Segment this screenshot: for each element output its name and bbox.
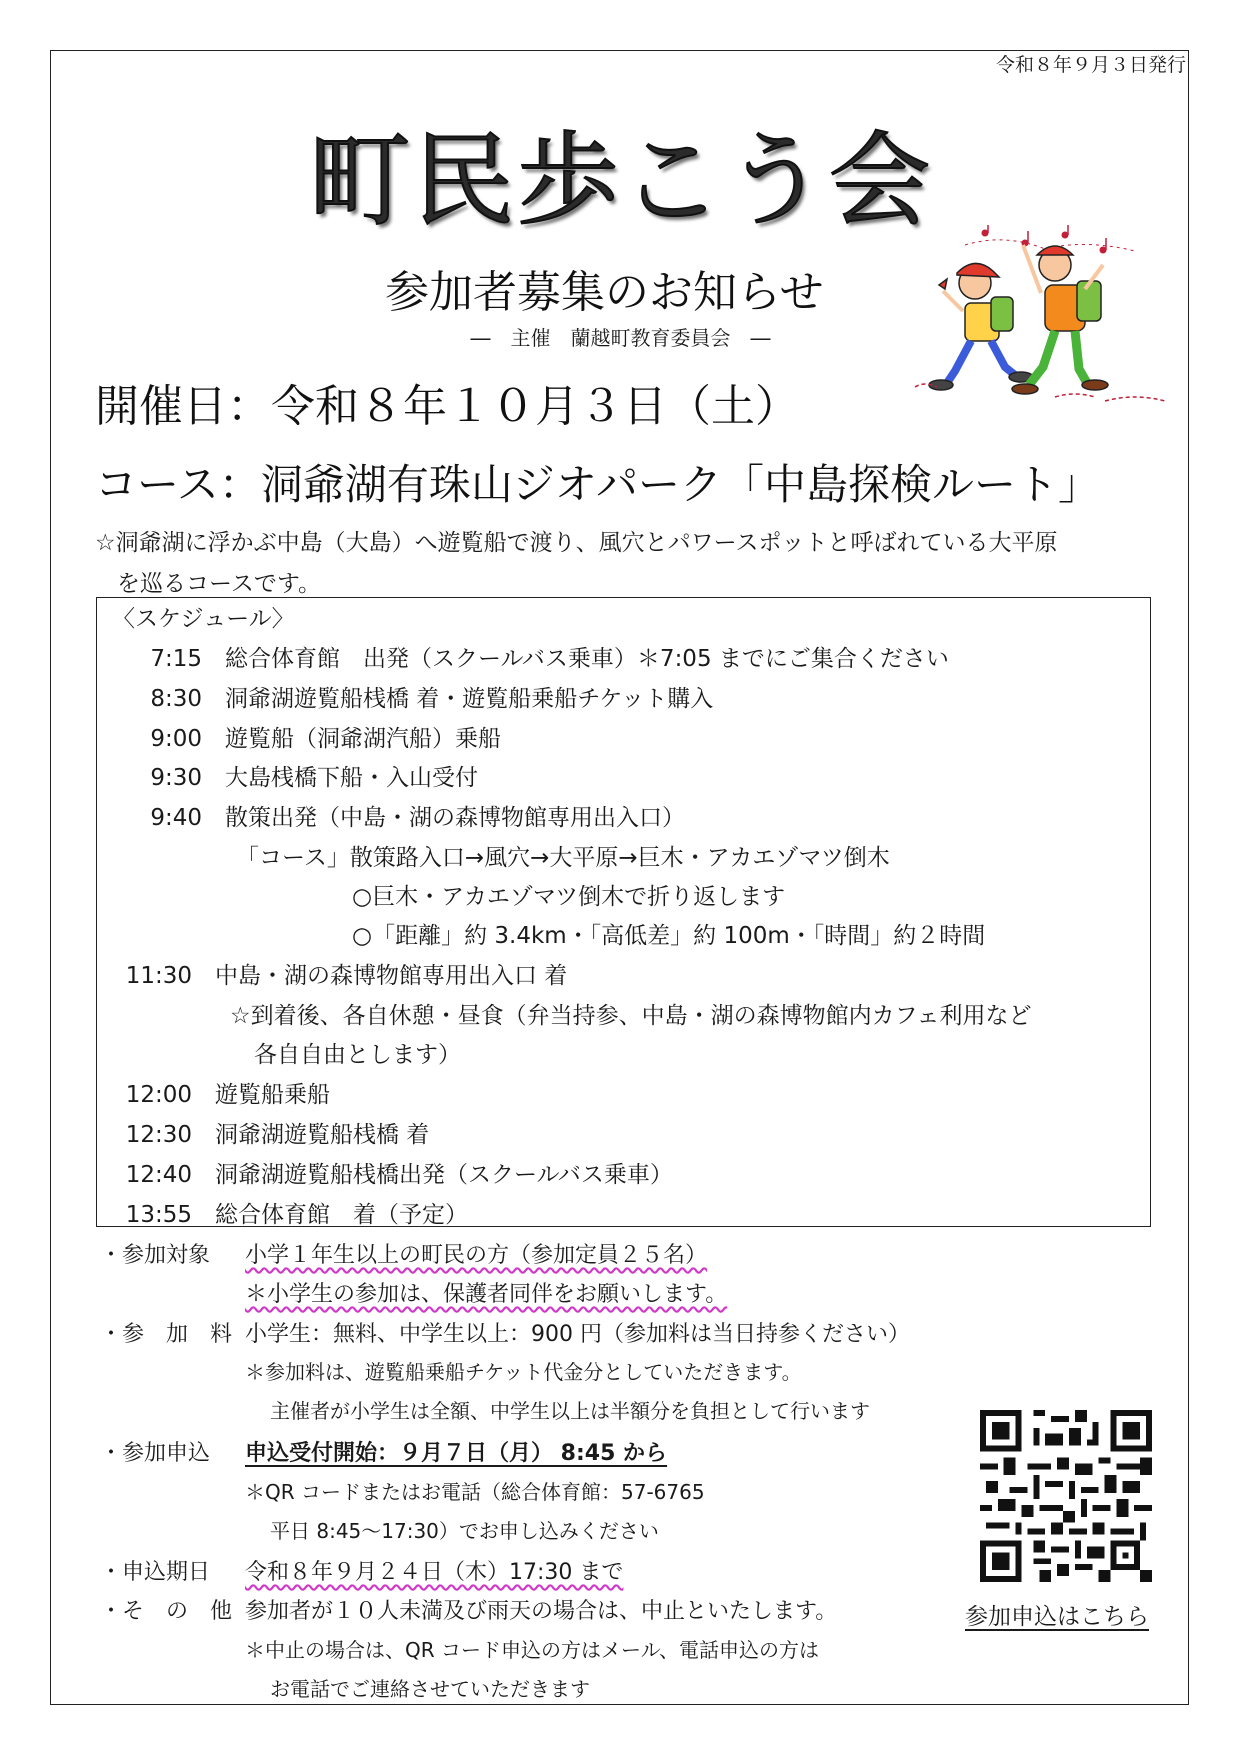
description-line-1: ☆洞爺湖に浮かぶ中島（大島）へ遊覧船で渡り、風穴とパワースポットと呼ばれている大平原 (95, 530, 1058, 556)
fee-note: ＊参加料は、遊覧船乗船チケット代金分としていただきます。 (245, 1360, 802, 1384)
schedule-time: 7:15 (150, 646, 202, 672)
event-date: 開催日：令和８年１０月３日（土） (95, 381, 799, 432)
target-label: ・参加対象 (100, 1243, 211, 1268)
deadline-label: ・申込期日 (100, 1560, 211, 1585)
subtitle: 参加者募集のお知らせ (385, 267, 824, 318)
schedule-row (120, 1196, 468, 1229)
course-title: コース：洞爺湖有珠山ジオパーク「中島探検ルート」 (95, 460, 1101, 509)
course-description (95, 523, 1175, 605)
apply-note: ＊QR コードまたはお電話（総合体育館：57-6765 (245, 1480, 705, 1504)
schedule-row (120, 957, 567, 990)
schedule-text: 散策出発（中島・湖の森博物館専用出入口） (225, 805, 685, 831)
schedule-text: 総合体育館 着（予定） (215, 1202, 468, 1228)
other-note: お電話でご連絡させていただきます (270, 1677, 590, 1701)
schedule-text: 中島・湖の森博物館専用出入口 着 (215, 963, 568, 989)
page-title: 町民歩こう会 (308, 122, 933, 241)
schedule-row (130, 680, 713, 713)
schedule-time: 13:55 (125, 1202, 192, 1228)
schedule-row (130, 799, 685, 832)
schedule-text: 遊覧船乗船 (215, 1082, 330, 1108)
schedule-time: 9:30 (150, 765, 202, 791)
target-value: 小学１年生以上の町民の方（参加定員２５名） (245, 1243, 708, 1268)
hikers-illustration (905, 225, 1190, 410)
issue-date: 令和８年９月３日発行 (995, 54, 1186, 76)
arrival-note: ☆到着後、各自休憩・昼食（弁当持参、中島・湖の森博物館内カフェ利用など (230, 1003, 1032, 1029)
schedule-row (130, 640, 949, 673)
schedule-text: 遊覧船（洞爺湖汽船）乗船 (225, 726, 501, 752)
schedule-time: 12:40 (125, 1162, 192, 1188)
schedule-row (130, 759, 478, 792)
other-value: 参加者が１０人未満及び雨天の場合は、中止といたします。 (245, 1599, 838, 1624)
fee-label: ・参 加 料 (100, 1322, 233, 1347)
qr-caption-link[interactable]: 参加申込はこちら (965, 1604, 1149, 1630)
fee-value: 小学生：無料、中学生以上：900 円（参加料は当日持参ください） (245, 1322, 910, 1347)
schedule-row (120, 1116, 429, 1149)
schedule-time: 9:40 (150, 805, 202, 831)
schedule-text: 洞爺湖遊覧船桟橋 着 (215, 1122, 430, 1148)
schedule-text: 大島桟橋下船・入山受付 (225, 765, 478, 791)
hiker-right (1012, 245, 1108, 394)
deadline-value: 令和８年９月２４日（木）17:30 まで (245, 1560, 624, 1585)
arrival-note: 各自自由とします） (254, 1042, 461, 1068)
schedule-text: 洞爺湖遊覧船桟橋 着・遊覧船乗船チケット購入 (225, 686, 714, 712)
schedule-text: 総合体育館 出発（スクールバス乗車）＊7:05 までにご集合ください (225, 646, 949, 672)
description-line-2: を巡るコースです。 (117, 571, 322, 597)
apply-note: 平日 8:45～17:30）でお申し込みください (270, 1519, 659, 1543)
other-note: ＊中止の場合は、QR コード申込の方はメール、電話申込の方は (245, 1638, 819, 1662)
other-label: ・そ の 他 (100, 1599, 233, 1624)
schedule-time: 11:30 (125, 963, 192, 989)
schedule-row (120, 1076, 330, 1109)
schedule-row (130, 720, 501, 753)
apply-label: ・参加申込 (100, 1441, 211, 1466)
fee-note: 主催者が小学生は全額、中学生以上は半額分を負担として行います (270, 1399, 870, 1423)
apply-value: 申込受付開始：９月７日（月） 8:45 から (245, 1441, 668, 1466)
target-note: ＊小学生の参加は、保護者同伴をお願いします。 (245, 1282, 728, 1307)
schedule-row (120, 1156, 673, 1189)
hiker-left (929, 263, 1033, 390)
course-note: ○「距離」約 3.4km・「高低差」約 100m・「時間」約２時間 (352, 923, 986, 949)
course-note: ○巨木・アカエゾマツ倒木で折り返します (352, 884, 786, 910)
schedule-text: 洞爺湖遊覧船桟橋出発（スクールバス乗車） (215, 1162, 673, 1188)
organizer: ― 主催 蘭越町教育委員会 ― (470, 326, 771, 350)
schedule-time: 12:00 (125, 1082, 192, 1108)
schedule-time: 9:00 (150, 726, 202, 752)
schedule-time: 8:30 (150, 686, 202, 712)
schedule-heading: 〈スケジュール〉 (112, 606, 295, 632)
course-route: 「コース」散策路入口→風穴→大平原→巨木・アカエゾマツ倒木 (236, 845, 890, 871)
qr-code-icon[interactable] (980, 1410, 1152, 1582)
schedule-time: 12:30 (125, 1122, 192, 1148)
